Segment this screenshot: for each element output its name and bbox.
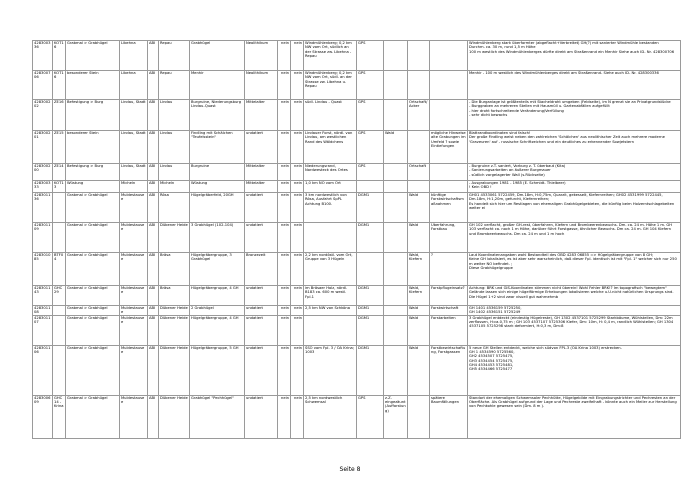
- description-cell: Grabhügel: [190, 41, 245, 71]
- district-cell: ABI: [148, 131, 159, 164]
- object-id-cell: 428301108: [33, 306, 53, 316]
- fence-status-cell: [384, 253, 408, 286]
- table-row: [33, 345, 681, 395]
- threat-cell: [430, 41, 468, 71]
- map-sheet-cell: ZE15: [53, 131, 66, 164]
- threat-cell: Forstwirtschaft: [430, 306, 468, 316]
- map-sheet-cell: KÖT16: [53, 71, 66, 100]
- flag-b-cell: nein: [291, 395, 304, 438]
- land-use-cell: Wald: [408, 345, 430, 395]
- description-cell: Hügelgräbergruppe, 4 GH: [190, 315, 245, 345]
- description-cell: Burgruine: [190, 164, 245, 181]
- threat-cell: [430, 100, 468, 131]
- object-id-cell: 428300200: [33, 164, 53, 181]
- survey-method-cell: GPS: [357, 100, 384, 131]
- flag-b-cell: nein: [291, 306, 304, 316]
- fence-status-cell: [384, 41, 408, 71]
- threat-cell: [430, 164, 468, 181]
- flag-a-cell: nein: [278, 395, 291, 438]
- flag-a-cell: nein: [278, 164, 291, 181]
- period-cell: undatiert: [245, 223, 278, 253]
- survey-method-cell: DGM1: [357, 306, 384, 316]
- object-id-cell: 428300333: [33, 181, 53, 193]
- object-id-cell: 428301136: [33, 193, 53, 223]
- remarks-cell: - Ausgrabungen 1981 - 1985 (E. Schmidt- Thielbeer) ! Kein OBD !: [468, 181, 681, 193]
- threat-cell: [430, 181, 468, 193]
- object-id-cell: 428301085: [33, 253, 53, 286]
- survey-method-cell: DGM1: [357, 193, 384, 223]
- fence-status-cell: [384, 100, 408, 131]
- map-sheet-cell: GHC29: [53, 286, 66, 306]
- object-id-cell: 428301109: [33, 223, 53, 253]
- flag-a-cell: nein: [278, 193, 291, 223]
- remarks-cell: Achtung: BRK und GIS-Koordinaten stimmen nicht überein! Wohl Fehler BRK!? Im topografisch "bewegtem" Gelände lassen sich einige hügelförmige Erhebungen lokalisieren welche u.U.nicht natürlichen Ursprungs sind. Die Hügel 1+2 sind zwar visuell gut wahrnehmb: [468, 286, 681, 306]
- fence-status-cell: [384, 223, 408, 253]
- land-use-cell: [408, 181, 430, 193]
- fence-status-cell: [384, 181, 408, 193]
- location-cell: Windmühlenberg; 0,2 km NW vom Ort, südl. an der Strasse zw. Libehna u. Repau: [304, 71, 357, 100]
- map-sheet-cell: BTF04: [53, 253, 66, 286]
- locality-cell: Dübener Heide: [159, 345, 190, 395]
- flag-a-cell: nein: [278, 71, 291, 100]
- remarks-cell: GH01 4533061 5722459, Dm.18m, H:0,75m, Quarzit, gekesselt, Kiefernreihen; GH02 4531999 5722445, Dm.18m, H:1,20m, gefurcht, Kiefernreihen; Es handelt sich hier um Restlagen von ehemaligen Grabhügelgebieten, die künftig beim Holzerntschlagebeiten weiter ei: [468, 193, 681, 223]
- municipality-cell: Muldestausee: [120, 395, 148, 438]
- threat-cell: künftige Forstwirtschaftsmaßnahmen: [430, 193, 468, 223]
- municipality-cell: Lindau, Stadt: [120, 164, 148, 181]
- description-cell: Findling mit Schälchen "Teufelsstein": [190, 131, 245, 164]
- category-cell: Wüstung: [66, 181, 120, 193]
- remarks-cell: Blattrandkoordinaten sind falsch! Der große Findling weist neben den zahlreichen 'Schälchen' aus neolithischer Zeit auch mehrere moderne 'Graveuren' auf - russische Schriftzeichen und ein deutliches zu erkennender Sowjetstern: [468, 131, 681, 164]
- flag-a-cell: nein: [278, 100, 291, 131]
- district-cell: ABI: [148, 181, 159, 193]
- flag-a-cell: nein: [278, 253, 291, 286]
- locality-cell: Micheln: [159, 181, 190, 193]
- map-sheet-cell: GHC 14 - Krina: [53, 395, 66, 438]
- period-cell: undatiert: [245, 345, 278, 395]
- land-use-cell: [408, 395, 430, 438]
- table-row: [33, 286, 681, 306]
- land-use-cell: [408, 71, 430, 100]
- land-use-cell: Ortschaft/Acker: [408, 100, 430, 131]
- category-cell: besonderer Stein: [66, 71, 120, 100]
- map-sheet-cell: ZE14: [53, 164, 66, 181]
- table-body: [33, 41, 681, 439]
- remarks-cell: - Burgruine z.T. saniert, Vorburg z. T. überbaut (Kita) - Sanierungsarbeiten an äußerer Burgmauer - südlich vorgelagerter Wall (s.Rückseite): [468, 164, 681, 181]
- remarks-cell: GH 1401 4536159 5725250, GH 1402 4536151 5725249: [468, 306, 681, 316]
- land-use-cell: Wald: [408, 306, 430, 316]
- district-cell: ABI: [148, 315, 159, 345]
- location-cell: 3 km nordwestlich von Rösa, Ausfahrt SpPL Achtung B100.: [304, 193, 357, 223]
- flag-b-cell: nein: [291, 71, 304, 100]
- land-use-cell: Wald, Kiefern: [408, 286, 430, 306]
- municipality-cell: Muldestausee: [120, 193, 148, 223]
- remarks-cell: - Die Burganlage ist größtenteils mit Stacheldraht umgeben (Feldseite), im N grenzt sie an Privatgrundstücke - Burggraben an mehreren Stellen mit Hausmüll u. Gartenabfällen aufgefüllt - hier droht fortschreitende Veränderung/Verfüllung - sehr dicht bewachs: [468, 100, 681, 131]
- description-cell: Grabhügel "Pechhügel": [190, 395, 245, 438]
- survey-method-cell: DGM1: [357, 286, 384, 306]
- remarks-cell: 3 Grabhügel entdeckt (eindeutig Hügelreste), GH 1302 4537101 5725299 Starkbäume, Wühlstellen, Dm: 22m zerflossen, H:ca.0,75 m ; GH 103 4537107 5725306 Kiefer, Dm: 10m, H: 0,4 m, randlich Wühlstellen; GH 1304 4537105 5725298 stark deformiert, H:0,3 m, Dm:8: [468, 315, 681, 345]
- map-sheet-cell: ZE16: [53, 100, 66, 131]
- remarks-cell: Windmühlenberg stark überformter (abgeflacht+Verbreitet) GH(?) mit sanierter Windmühle bestanden Durchm. ca. 30 m, rund 1,5 m Höhe 100 m westlich des Windmühlenberges dürfte direkt am Straßenrand ein Menhir Siehe auch ID- Nr. 428300706: [468, 41, 681, 71]
- table-row: [33, 395, 681, 438]
- category-cell: Grabmal > Grabhügel: [66, 253, 120, 286]
- district-cell: ABI: [148, 345, 159, 395]
- fence-status-cell: [384, 193, 408, 223]
- category-cell: Grabmal > Grabhügel: [66, 193, 120, 223]
- flag-a-cell: nein: [278, 131, 291, 164]
- locality-cell: Repau: [159, 71, 190, 100]
- table-row: [33, 71, 681, 100]
- fence-status-cell: [384, 164, 408, 181]
- remarks-cell: GH 102 verflacht, großer GH-rest, überfahren, Kiefern und Brombeerenbewuchs. Dm. ca. 24 m. Höhe 1 m. GH 103 verflacht ca. noch 1 m Höhe, darüber führt Forstgasse, ähnlicher Bewuchs. Dm ca. 24 m. GH 104 Kiefern und Brombeerbewuchs. Dm ca. 24 m und 1 m hoch: [468, 223, 681, 253]
- location-cell: Niederungsrand, Nordwesteck des Ortes: [304, 164, 357, 181]
- location-cell: 2,5 km nordwestlich Schwemsal: [304, 395, 357, 438]
- locality-cell: Repau: [159, 41, 190, 71]
- object-id-cell: 428300202: [33, 100, 53, 131]
- fence-status-cell: Wald: [384, 131, 408, 164]
- district-cell: ABI: [148, 41, 159, 71]
- fence-status-cell: z.Z. eingezäunt (Aufforstung): [384, 395, 408, 438]
- location-cell: südl. Lindau - Quast: [304, 100, 357, 131]
- flag-b-cell: nein: [291, 345, 304, 395]
- district-cell: ABI: [148, 306, 159, 316]
- flag-b-cell: nein: [291, 41, 304, 71]
- description-cell: Wüstung: [190, 181, 245, 193]
- period-cell: Bronzezeit: [245, 253, 278, 286]
- map-sheet-cell: [53, 306, 66, 316]
- district-cell: ABI: [148, 164, 159, 181]
- flag-b-cell: nein: [291, 253, 304, 286]
- locality-cell: Lindau: [159, 164, 190, 181]
- table-row: [33, 306, 681, 316]
- fence-status-cell: [384, 286, 408, 306]
- flag-a-cell: nein: [278, 306, 291, 316]
- threat-cell: Überfahrung, Forstbau: [430, 223, 468, 253]
- flag-b-cell: nein: [291, 100, 304, 131]
- threat-cell: Forstarbeiten: [430, 315, 468, 345]
- period-cell: undatiert: [245, 131, 278, 164]
- threat-cell: ?: [430, 253, 468, 286]
- locality-cell: Bräsa: [159, 286, 190, 306]
- period-cell: undatiert: [245, 193, 278, 223]
- survey-method-cell: [357, 253, 384, 286]
- period-cell: undatiert: [245, 286, 278, 306]
- land-use-cell: Wald: [408, 315, 430, 345]
- threat-cell: [430, 71, 468, 100]
- table-row: [33, 253, 681, 286]
- district-cell: ABI: [148, 71, 159, 100]
- municipality-cell: Lindau, Stadt: [120, 100, 148, 131]
- location-cell: im Bräsaer Holz, nördl. B183 ca. 600 m westl. Fpl.1: [304, 286, 357, 306]
- category-cell: Grabmal > Grabhügel: [66, 286, 120, 306]
- description-cell: Hügelgräbergruppe, 4 GH: [190, 286, 245, 306]
- survey-method-cell: [357, 181, 384, 193]
- fence-status-cell: [384, 345, 408, 395]
- description-cell: Hügelgräberfeld, 20GH: [190, 193, 245, 223]
- table-row: [33, 131, 681, 164]
- map-sheet-cell: [53, 193, 66, 223]
- flag-b-cell: nein: [291, 286, 304, 306]
- description-cell: Hügelgräbergruppe, 3 Grabhügel: [190, 253, 245, 286]
- remarks-cell: Laut Koordinatenangaben wohl Bestandteil des OBD 4283 06855 => Hügelgräbergruppe von 8 GH; Keine GH lokalisiert, es ist aber sehr warscheinlich, daß dieser Fpl. identisch ist mit "Fpl. 1" welcher sich nur 250 m weiter NO befindet. ; Diese Grabhügelgruppe: [468, 253, 681, 286]
- table-row: [33, 41, 681, 71]
- municipality-cell: Libehna: [120, 41, 148, 71]
- description-cell: 2 Grabhügel: [190, 306, 245, 316]
- description-cell: Burgruine, Niederungsburg Lindau-Quast: [190, 100, 245, 131]
- period-cell: Mittelalter: [245, 181, 278, 193]
- map-sheet-cell: [53, 223, 66, 253]
- district-cell: ABI: [148, 100, 159, 131]
- survey-method-cell: DGM1: [357, 315, 384, 345]
- locality-cell: Dübener Heide: [159, 223, 190, 253]
- flag-a-cell: nein: [278, 41, 291, 71]
- land-use-cell: [408, 131, 430, 164]
- period-cell: Neolithikum: [245, 41, 278, 71]
- flag-b-cell: nein: [291, 223, 304, 253]
- district-cell: ABI: [148, 253, 159, 286]
- flag-b-cell: nein: [291, 131, 304, 164]
- district-cell: ABI: [148, 286, 159, 306]
- municipality-cell: Lindau, Stadt: [120, 131, 148, 164]
- land-use-cell: Wald: [408, 193, 430, 223]
- threat-cell: Forstpflugeinsatz?: [430, 286, 468, 306]
- threat-cell: spätere Baumfällungen: [430, 395, 468, 438]
- category-cell: Grabmal > Grabhügel: [66, 306, 120, 316]
- map-sheet-cell: KÖT13: [53, 181, 66, 193]
- object-id-cell: 428300706: [33, 71, 53, 100]
- land-use-cell: Wald, Kiefern: [408, 253, 430, 286]
- table-row: [33, 181, 681, 193]
- land-use-cell: Wald: [408, 223, 430, 253]
- fence-status-cell: [384, 71, 408, 100]
- locality-cell: Bräsa: [159, 253, 190, 286]
- category-cell: Befestigung > Burg: [66, 100, 120, 131]
- fence-status-cell: [384, 306, 408, 316]
- flag-b-cell: nein: [291, 181, 304, 193]
- fence-status-cell: [384, 315, 408, 345]
- locality-cell: Dübener Heide: [159, 315, 190, 345]
- table-row: [33, 223, 681, 253]
- survey-method-cell: GPS: [357, 131, 384, 164]
- location-cell: 1,0 km NO vom Ort: [304, 181, 357, 193]
- district-cell: ABI: [148, 223, 159, 253]
- period-cell: undatiert: [245, 306, 278, 316]
- flag-a-cell: nein: [278, 345, 291, 395]
- municipality-cell: Muldestausee: [120, 306, 148, 316]
- remarks-cell: Standort der ehemaligen Schwemsaler Pechhütte, Hügelgebilde mit Eingrabungstrichter und Pechresten an der Oberfläche. Als Grabhügel aufgrund der Lage und Pechreste zweifelhaft - könnte auch ein Meiler zur Herstellung von Pechkohle gewesen sein (Dm. 8 m ).: [468, 395, 681, 438]
- table-row: [33, 100, 681, 131]
- threat-cell: mögliche Hinweise alte Grabungen im Umfeld ? sowie Eintiefungen: [430, 131, 468, 164]
- location-cell: Lindauer Forst, nördl. von Lindau, am westlichen Rand des Wäldchens: [304, 131, 357, 164]
- map-sheet-cell: KÖT16: [53, 41, 66, 71]
- municipality-cell: Muldestausee: [120, 315, 148, 345]
- flag-a-cell: nein: [278, 286, 291, 306]
- threat-cell: Forstbewirtschaftung, Forstgassen: [430, 345, 468, 395]
- map-sheet-cell: [53, 315, 66, 345]
- location-cell: 2,5 km NW von Schköna: [304, 306, 357, 316]
- category-cell: Grabmal > Grabhügel: [66, 315, 120, 345]
- municipality-cell: Micheln: [120, 181, 148, 193]
- flag-b-cell: nein: [291, 164, 304, 181]
- survey-method-cell: GPS: [357, 41, 384, 71]
- remarks-cell: Menhir - 100 m westlich des Windmühlenberges direkt am Straßenrand- Siehe auch ID- Nr. 428300336: [468, 71, 681, 100]
- location-cell: Windmühlenberg; 0,2 km NW vom Ort, südlich an der Strasse zw. Libehna - Repau: [304, 41, 357, 71]
- municipality-cell: Muldestausee: [120, 345, 148, 395]
- locality-cell: Lindau: [159, 131, 190, 164]
- location-cell: SSO vom Fpl. 3 / OA Krina; 1003: [304, 345, 357, 395]
- survey-method-cell: GPS: [357, 395, 384, 438]
- object-id-cell: 428301143: [33, 286, 53, 306]
- municipality-cell: Libehna: [120, 71, 148, 100]
- survey-method-cell: GPS: [357, 164, 384, 181]
- category-cell: Grabmal > Grabhügel: [66, 223, 120, 253]
- description-cell: Hügelgräbergruppe, 5 GH: [190, 345, 245, 395]
- land-use-cell: [408, 41, 430, 71]
- object-id-cell: 428301106: [33, 345, 53, 395]
- table-row: [33, 193, 681, 223]
- category-cell: Befestigung > Burg: [66, 164, 120, 181]
- page-number: Seite 8: [339, 466, 361, 473]
- object-id-cell: 428301107: [33, 315, 53, 345]
- category-cell: Grabmal > Grabhügel: [66, 345, 120, 395]
- land-use-cell: Ortschaft: [408, 164, 430, 181]
- description-cell: Menhir: [190, 71, 245, 100]
- locality-cell: Dübener Heide: [159, 306, 190, 316]
- locality-cell: Dübener Heide: [159, 395, 190, 438]
- flag-b-cell: nein: [291, 193, 304, 223]
- description-cell: 3 Grabhügel (102-104): [190, 223, 245, 253]
- district-cell: ABI: [148, 395, 159, 438]
- survey-method-cell: DGM1: [357, 223, 384, 253]
- survey-method-cell: GPS: [357, 71, 384, 100]
- object-id-cell: 428300336: [33, 41, 53, 71]
- table-row: [33, 315, 681, 345]
- remarks-cell: 5 neue GH Stellen entdeckt, welche sich südvon FPL.3 (OA Krina 1003) erstrecken. GH 1 4534590 5725560, GH2 4534507 5725475, GH3 4534454 5725475, GH4 4534453 5725481, GH5 4534466 5725477: [468, 345, 681, 395]
- category-cell: besonderer Stein: [66, 131, 120, 164]
- flag-a-cell: nein: [278, 223, 291, 253]
- location-cell: [304, 223, 357, 253]
- period-cell: Neolithikum: [245, 71, 278, 100]
- municipality-cell: Muldestausee: [120, 253, 148, 286]
- survey-method-cell: DGM1: [357, 345, 384, 395]
- category-cell: Grabmal > Grabhügel: [66, 395, 120, 438]
- period-cell: Mittelalter: [245, 164, 278, 181]
- period-cell: undatiert: [245, 315, 278, 345]
- period-cell: undatiert: [245, 395, 278, 438]
- municipality-cell: Muldestausee: [120, 223, 148, 253]
- flag-a-cell: nein: [278, 181, 291, 193]
- map-sheet-cell: [53, 345, 66, 395]
- object-id-cell: 428300609: [33, 395, 53, 438]
- period-cell: Mittelalter: [245, 100, 278, 131]
- monument-register-table: [32, 40, 681, 439]
- table-row: [33, 164, 681, 181]
- category-cell: Grabmal > Grabhügel: [66, 41, 120, 71]
- locality-cell: Lindau: [159, 100, 190, 131]
- flag-b-cell: nein: [291, 315, 304, 345]
- district-cell: ABI: [148, 193, 159, 223]
- municipality-cell: Muldestausee: [120, 286, 148, 306]
- locality-cell: Rösa: [159, 193, 190, 223]
- location-cell: 2,2 km nordöstl. vom Ort, Gruppe von 3 Hügeln: [304, 253, 357, 286]
- object-id-cell: 428300201: [33, 131, 53, 164]
- flag-a-cell: nein: [278, 315, 291, 345]
- location-cell: [304, 315, 357, 345]
